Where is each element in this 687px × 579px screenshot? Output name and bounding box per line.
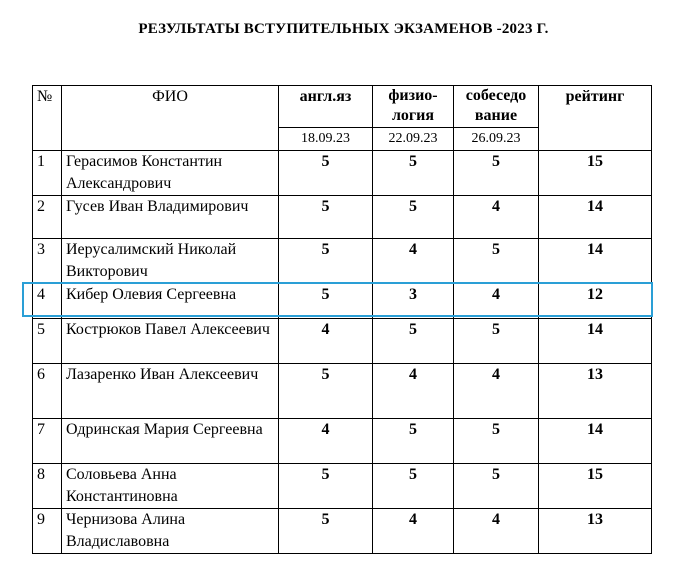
table-row [33, 364, 652, 419]
score-interview: 5 [454, 239, 539, 284]
table-row [33, 196, 652, 239]
date-physiology: 22.09.23 [373, 128, 454, 151]
score-english: 5 [279, 509, 373, 554]
score-rating: 15 [539, 464, 652, 509]
row-num: 9 [33, 509, 62, 554]
score-interview: 5 [454, 151, 539, 196]
score-interview: 4 [454, 284, 539, 319]
row-num: 6 [33, 364, 62, 419]
student-name: Герасимов Константин Александрович [62, 151, 279, 196]
table-row [33, 239, 652, 284]
score-rating: 14 [539, 196, 652, 239]
table-row [33, 319, 652, 364]
score-interview: 5 [454, 419, 539, 464]
student-name: Одринская Мария Сергеевна [62, 419, 279, 464]
score-rating: 15 [539, 151, 652, 196]
row-num: 2 [33, 196, 62, 239]
table-row [33, 419, 652, 464]
score-rating: 12 [539, 284, 652, 319]
score-physiology: 3 [373, 284, 454, 319]
row-num: 1 [33, 151, 62, 196]
score-english: 5 [279, 364, 373, 419]
header-num: № [33, 86, 62, 151]
header-fio: ФИО [62, 86, 279, 151]
header-english: англ.яз [279, 86, 373, 128]
page-title: РЕЗУЛЬТАТЫ ВСТУПИТЕЛЬНЫХ ЭКЗАМЕНОВ -2023 Г. [138, 21, 549, 37]
score-physiology: 4 [373, 364, 454, 419]
score-rating: 14 [539, 239, 652, 284]
header-interview: собеседо вание [454, 86, 539, 128]
score-physiology: 5 [373, 196, 454, 239]
row-num: 3 [33, 239, 62, 284]
score-rating: 13 [539, 364, 652, 419]
student-name: Чернизова Алина Владиславовна [62, 509, 279, 554]
score-english: 5 [279, 464, 373, 509]
score-physiology: 5 [373, 151, 454, 196]
score-interview: 5 [454, 319, 539, 364]
score-english: 5 [279, 196, 373, 239]
student-name: Лазаренко Иван Алексеевич [62, 364, 279, 419]
score-english: 5 [279, 239, 373, 284]
table-row [33, 509, 652, 554]
score-english: 5 [279, 151, 373, 196]
student-name: Гусев Иван Владимирович [62, 196, 279, 239]
score-rating: 14 [539, 319, 652, 364]
student-name: Кибер Олевия Сергеевна [62, 284, 279, 319]
date-english: 18.09.23 [279, 128, 373, 151]
score-physiology: 5 [373, 464, 454, 509]
row-num: 7 [33, 419, 62, 464]
score-english: 5 [279, 284, 373, 319]
score-physiology: 4 [373, 239, 454, 284]
score-english: 4 [279, 319, 373, 364]
student-name: Кострюков Павел Алексеевич [62, 319, 279, 364]
score-rating: 14 [539, 419, 652, 464]
header-physiology: физио-логия [373, 86, 454, 128]
row-num: 5 [33, 319, 62, 364]
score-physiology: 5 [373, 319, 454, 364]
score-rating: 13 [539, 509, 652, 554]
table-row [33, 464, 652, 509]
header-row [33, 86, 652, 128]
header-rating: рейтинг [539, 86, 652, 151]
results-table [32, 85, 652, 554]
student-name: Соловьева Анна Константиновна [62, 464, 279, 509]
student-name: Иерусалимский Николай Викторович [62, 239, 279, 284]
score-interview: 5 [454, 464, 539, 509]
row-num: 8 [33, 464, 62, 509]
score-physiology: 4 [373, 509, 454, 554]
date-interview: 26.09.23 [454, 128, 539, 151]
score-interview: 4 [454, 196, 539, 239]
score-interview: 4 [454, 364, 539, 419]
score-physiology: 5 [373, 419, 454, 464]
score-english: 4 [279, 419, 373, 464]
results-body [33, 151, 652, 554]
table-row [33, 151, 652, 196]
score-interview: 4 [454, 509, 539, 554]
row-num: 4 [33, 284, 62, 319]
table-row [33, 284, 652, 319]
